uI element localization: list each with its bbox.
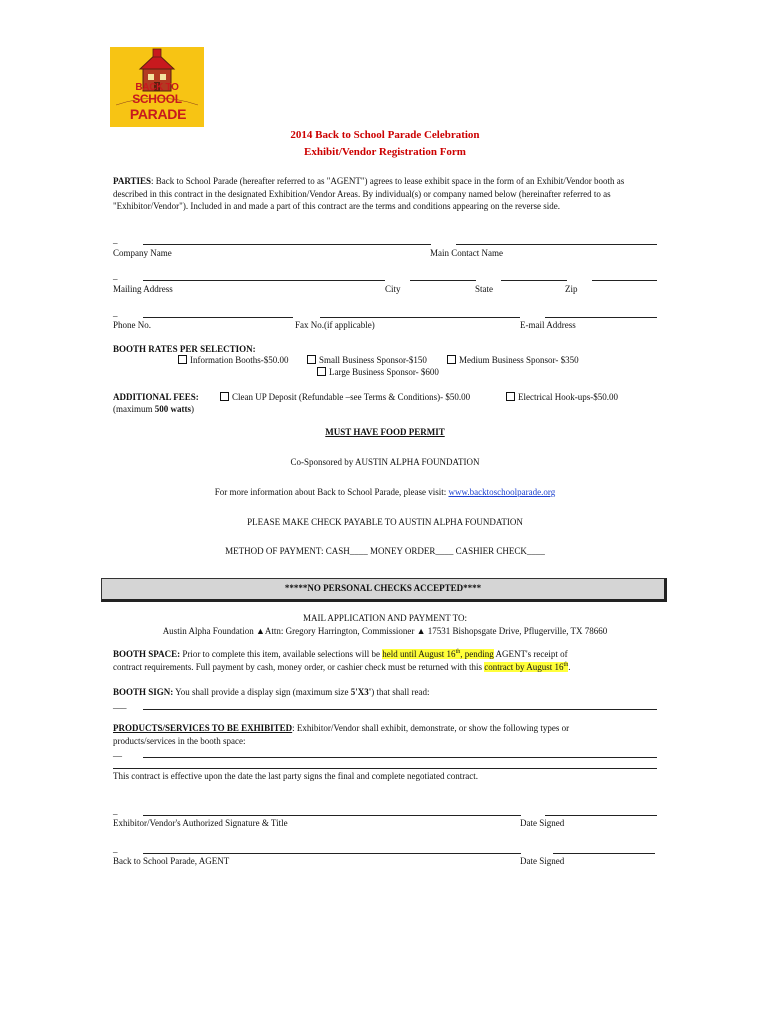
mailing-address-label: Mailing Address	[113, 284, 173, 294]
booth-space-label: BOOTH SPACE:	[113, 649, 181, 659]
zip-line[interactable]	[592, 280, 657, 281]
fax-label: Fax No.(if applicable)	[295, 320, 375, 330]
fax-line[interactable]	[320, 317, 520, 318]
mail-heading: MAIL APPLICATION AND PAYMENT TO:	[302, 613, 468, 623]
parties-text: : Back to School Parade (hereafter referred to as "AGENT") agrees to lease exhibit space in the form of an Exhibit/Vendor booth as described in this contract in the designated Exhibition/Vendor Areas. By individual(s) or company named below (hereinafter referred to as "Exhibitor/Vendor"). Included in and made a part of this contract are the terms and conditions appearing on the reverse side.	[113, 176, 625, 211]
small-business-label: Small Business Sponsor-$150	[319, 355, 427, 365]
exhibitor-date-label: Date Signed	[520, 818, 565, 828]
large-business-checkbox[interactable]	[317, 367, 326, 376]
company-blank-mark: _	[113, 235, 118, 245]
parties-paragraph	[113, 175, 658, 213]
contract-date-text: contract by August 16	[484, 662, 564, 672]
electrical-hookup-label: Electrical Hook-ups-$50.00	[518, 392, 618, 402]
exhibitor-signature-line[interactable]	[143, 815, 521, 816]
booth-sign-label: BOOTH SIGN:	[113, 687, 174, 697]
address-blank-mark: _	[113, 271, 118, 281]
check-payable-text: PLEASE MAKE CHECK PAYABLE TO AUSTIN ALPHA FOUNDATION	[247, 517, 523, 527]
booth-space-line-2	[113, 661, 570, 673]
mail-address: Austin Alpha Foundation ▲Attn: Gregory Harrington, Commissioner ▲ 17531 Bishopsgate Drive, Pflugerville, TX 78660	[162, 626, 608, 636]
held-until-text: held until August 16	[382, 649, 456, 659]
booth-sign-line	[113, 686, 430, 698]
main-contact-line[interactable]	[456, 244, 657, 245]
state-label: State	[475, 284, 493, 294]
booth-space-line-1	[113, 648, 568, 660]
products-blank-mark: __	[113, 748, 122, 758]
products-line-1	[113, 722, 569, 734]
cleanup-deposit-label: Clean UP Deposit (Refundable –see Terms & Conditions)- $50.00	[232, 392, 471, 402]
exhibitor-blank-mark: _	[113, 806, 118, 816]
booth-space-text-b: AGENT's receipt of	[493, 649, 568, 659]
products-text: : Exhibitor/Vendor shall exhibit, demonstrate, or show the following types or	[292, 723, 570, 733]
payment-method-text: METHOD OF PAYMENT: CASH____ MONEY ORDER____ CASHIER CHECK____	[225, 546, 545, 556]
medium-business-checkbox[interactable]	[447, 355, 456, 364]
main-contact-label: Main Contact Name	[430, 248, 503, 258]
agent-date-line[interactable]	[553, 853, 655, 854]
booth-sign-text-line[interactable]	[143, 709, 657, 710]
booth-space-text-a: Prior to complete this item, available selections will be	[180, 649, 383, 659]
additional-fees-label: ADDITIONAL FEES:	[113, 392, 199, 402]
small-business-checkbox[interactable]	[307, 355, 316, 364]
products-line-b[interactable]	[113, 768, 657, 769]
website-link[interactable]: www.backtoschoolparade.org	[448, 487, 556, 497]
logo-line-2: SCHOOL	[132, 92, 182, 106]
no-personal-checks-banner	[101, 578, 667, 602]
note-suffix: )	[191, 404, 194, 414]
electrical-hookup-checkbox[interactable]	[506, 392, 515, 401]
large-business-label: Large Business Sponsor- $600	[329, 367, 439, 377]
booth-sign-size: 5'X3'	[350, 687, 372, 697]
phone-label: Phone No.	[113, 320, 151, 330]
held-until-sup: th	[455, 649, 461, 655]
booth-sign-text-a: You shall provide a display sign (maximum size	[173, 687, 351, 697]
booth-sign-text-b: ) that shall read:	[371, 687, 430, 697]
mailing-address-line[interactable]	[143, 280, 385, 281]
products-line-2: products/services in the booth space:	[113, 736, 246, 746]
more-info-text	[0, 486, 770, 498]
exhibitor-signature-label: Exhibitor/Vendor's Authorized Signature & Title	[113, 818, 288, 828]
information-booth-checkbox[interactable]	[178, 355, 187, 364]
form-title-line-2: Exhibit/Vendor Registration Form	[304, 146, 466, 158]
note-bold: 500 watts	[154, 404, 191, 414]
banner-text: *****NO PERSONAL CHECKS ACCEPTED****	[284, 583, 482, 593]
booth-space-line2-text: contract requirements. Full payment by cash, money order, or cashier check must be returned with this	[113, 662, 485, 672]
agent-signature-line[interactable]	[143, 853, 521, 854]
booth-rates-label: BOOTH RATES PER SELECTION:	[113, 344, 256, 354]
state-line[interactable]	[501, 280, 567, 281]
booth-space-period: .	[568, 662, 571, 672]
agent-signature-label: Back to School Parade, AGENT	[113, 856, 230, 866]
electrical-note	[113, 403, 194, 415]
city-label: City	[385, 284, 401, 294]
phone-blank-mark: _	[113, 308, 118, 318]
pending-text: , pending	[460, 649, 494, 659]
email-line[interactable]	[545, 317, 657, 318]
company-name-label: Company Name	[113, 248, 172, 258]
logo-line-1: BACK TO	[135, 82, 179, 93]
effective-text: This contract is effective upon the date the last party signs the final and complete negotiated contract.	[113, 771, 478, 781]
contract-date-highlight	[484, 662, 571, 672]
phone-line[interactable]	[143, 317, 293, 318]
contract-date-sup: th	[563, 662, 569, 668]
held-until-highlight	[382, 649, 493, 659]
city-line[interactable]	[410, 280, 476, 281]
agent-date-label: Date Signed	[520, 856, 565, 866]
email-label: E-mail Address	[520, 320, 576, 330]
products-label: PRODUCTS/SERVICES TO BE EXHIBITED	[113, 723, 293, 733]
agent-blank-mark: _	[113, 844, 118, 854]
booth-sign-blank-mark: ___	[113, 700, 127, 710]
products-line-a[interactable]	[143, 757, 657, 758]
zip-label: Zip	[565, 284, 578, 294]
medium-business-label: Medium Business Sponsor- $350	[459, 355, 579, 365]
exhibitor-date-line[interactable]	[545, 815, 657, 816]
cleanup-deposit-checkbox[interactable]	[220, 392, 229, 401]
note-prefix: (maximum	[113, 404, 155, 414]
parties-label: PARTIES	[113, 176, 152, 186]
back-to-school-parade-logo	[110, 47, 204, 127]
company-name-line[interactable]	[143, 244, 431, 245]
more-info-prefix: For more information about Back to School Parade, please visit:	[214, 487, 449, 497]
form-title-line-1: 2014 Back to School Parade Celebration	[290, 129, 480, 141]
logo-line-3: PARADE	[129, 106, 187, 122]
food-permit-notice: MUST HAVE FOOD PERMIT	[325, 427, 445, 437]
cosponsor-text: Co-Sponsored by AUSTIN ALPHA FOUNDATION	[290, 457, 480, 467]
information-booth-label: Information Booths-$50.00	[190, 355, 289, 365]
